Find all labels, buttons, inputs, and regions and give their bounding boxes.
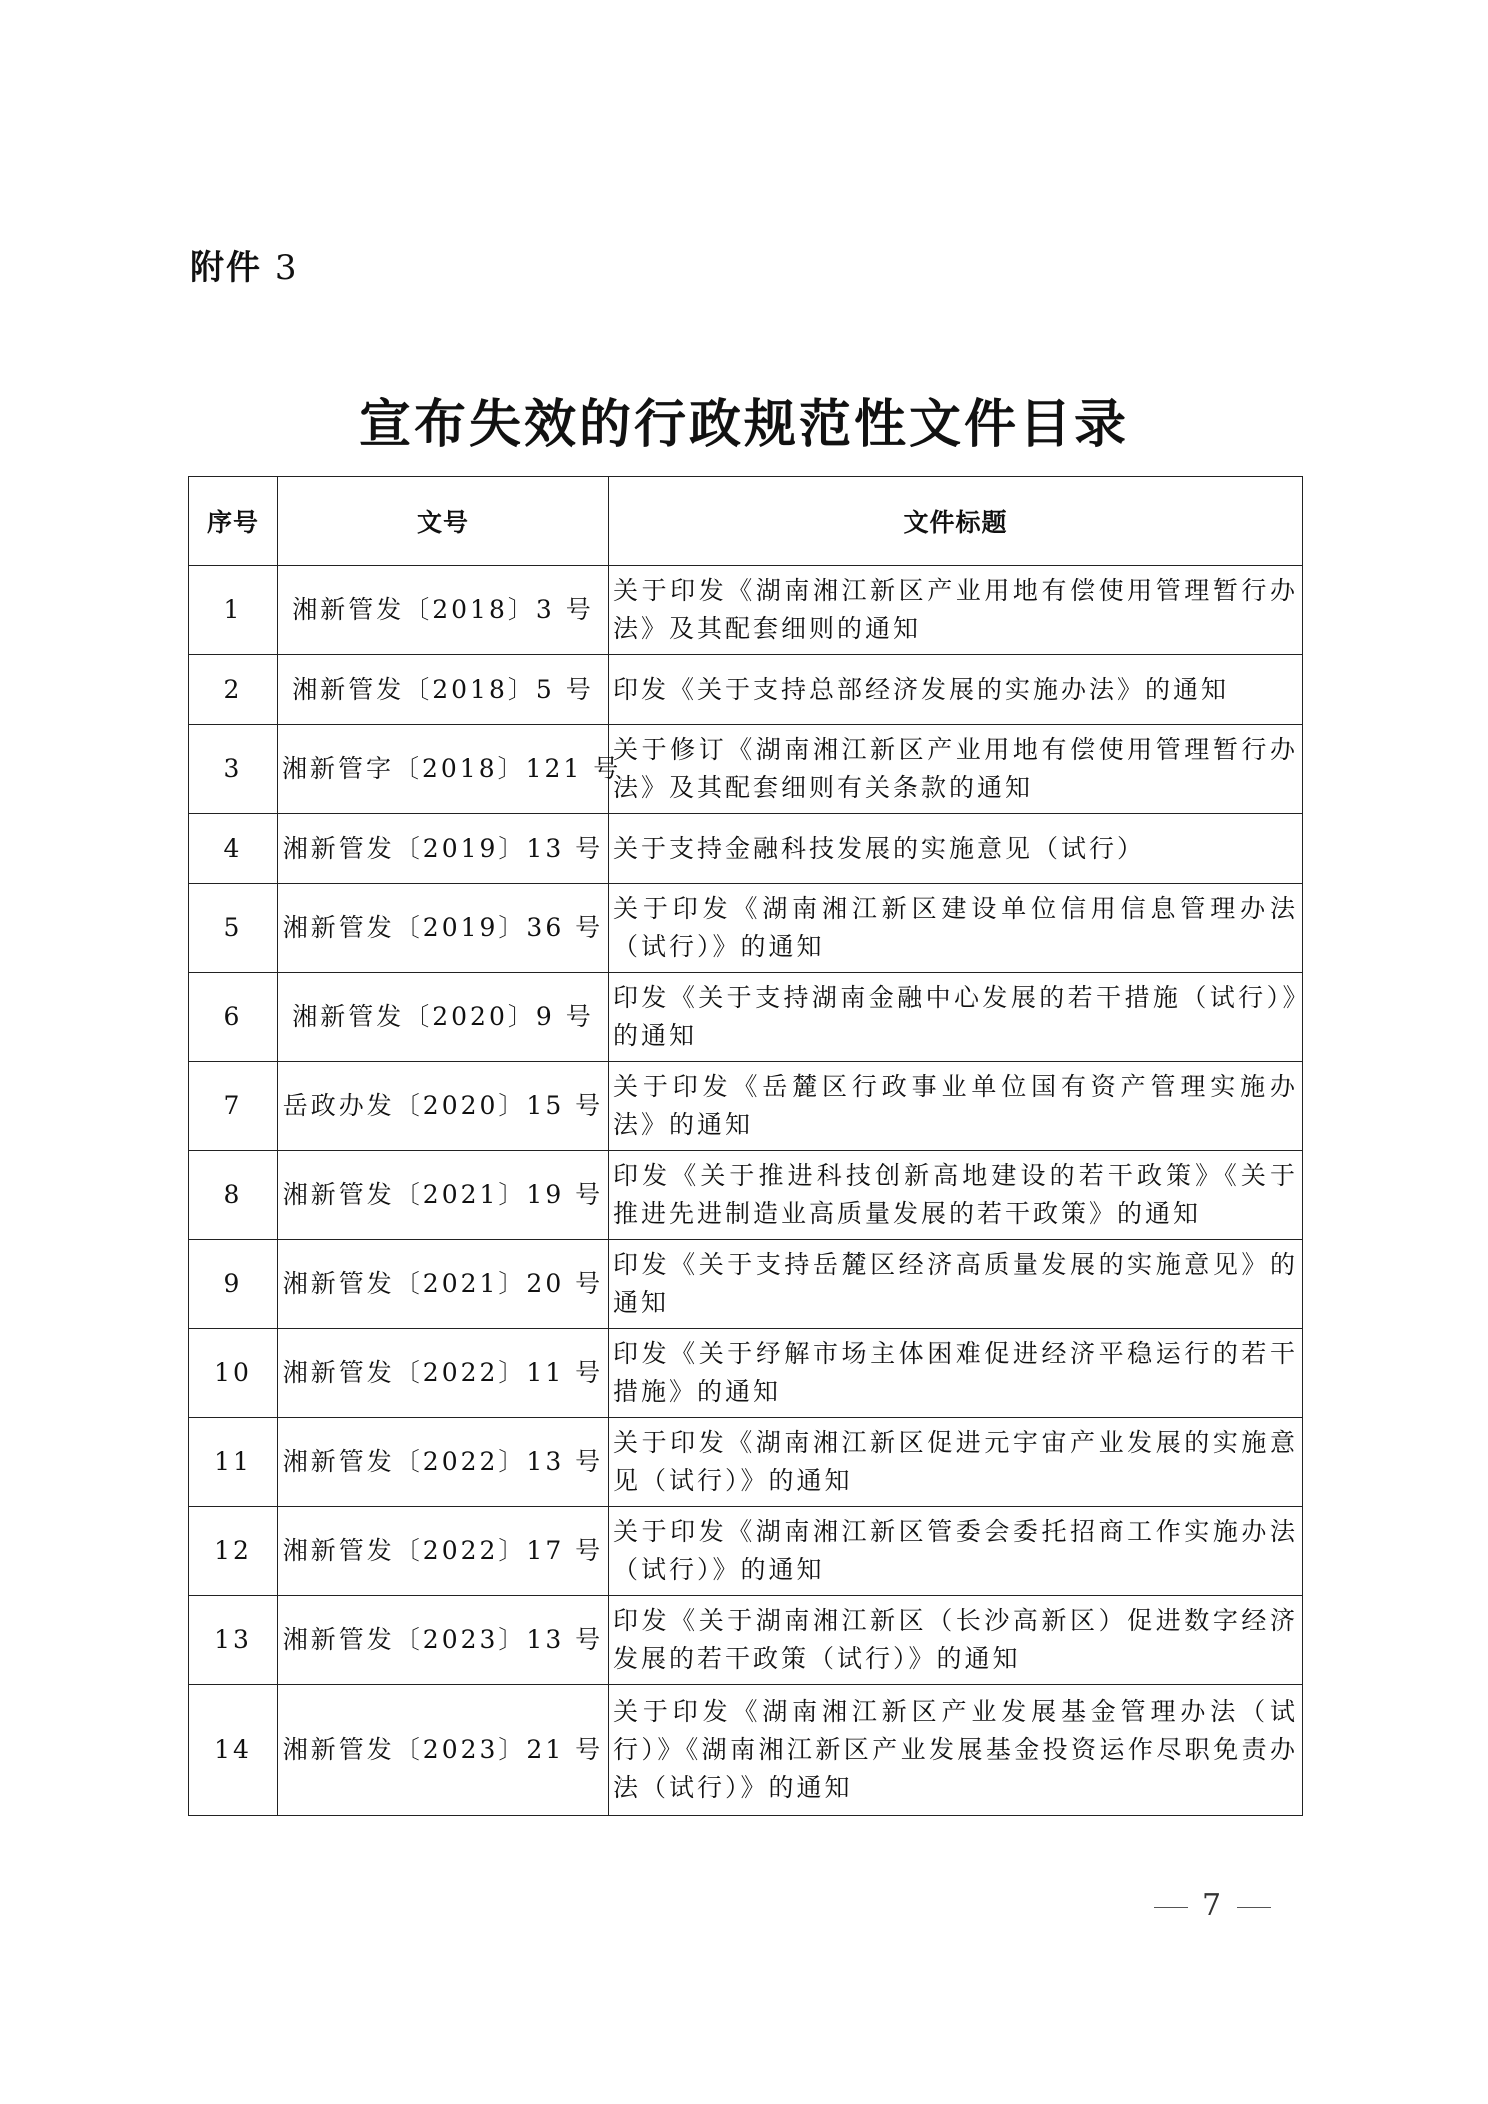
footer-dash-right bbox=[1237, 1907, 1271, 1908]
row-document-number: 湘新管发〔2019〕13 号 bbox=[278, 814, 609, 884]
row-document-number: 湘新管发〔2022〕11 号 bbox=[278, 1329, 609, 1418]
table-row bbox=[189, 1062, 1303, 1151]
table-row bbox=[189, 973, 1303, 1062]
table-row bbox=[189, 725, 1303, 814]
row-document-title: 印发《关于纾解市场主体困难促进经济平稳运行的若干措施》的通知 bbox=[609, 1329, 1303, 1418]
row-serial-number: 14 bbox=[189, 1685, 278, 1816]
table-header-row bbox=[189, 477, 1303, 566]
table-row bbox=[189, 884, 1303, 973]
attachment-number: 3 bbox=[274, 248, 299, 288]
row-serial-number: 3 bbox=[189, 725, 278, 814]
row-document-title: 关于印发《湖南湘江新区管委会委托招商工作实施办法（试行）》的通知 bbox=[609, 1507, 1303, 1596]
row-document-title: 印发《关于支持岳麓区经济高质量发展的实施意见》的通知 bbox=[609, 1240, 1303, 1329]
header-document-title: 文件标题 bbox=[609, 477, 1303, 566]
table-row bbox=[189, 566, 1303, 655]
row-document-number: 岳政办发〔2020〕15 号 bbox=[278, 1062, 609, 1151]
row-document-title: 印发《关于推进科技创新高地建设的若干政策》《关于推进先进制造业高质量发展的若干政策》的通知 bbox=[609, 1151, 1303, 1240]
row-document-title: 关于印发《岳麓区行政事业单位国有资产管理实施办法》的通知 bbox=[609, 1062, 1303, 1151]
row-document-title: 印发《关于支持湖南金融中心发展的若干措施（试行）》的通知 bbox=[609, 973, 1303, 1062]
row-document-number: 湘新管发〔2018〕3 号 bbox=[278, 566, 609, 655]
table-row bbox=[189, 1240, 1303, 1329]
table-row bbox=[189, 814, 1303, 884]
row-document-number: 湘新管发〔2023〕13 号 bbox=[278, 1596, 609, 1685]
row-document-title: 印发《关于湖南湘江新区（长沙高新区）促进数字经济发展的若干政策（试行）》的通知 bbox=[609, 1596, 1303, 1685]
footer-dash-left bbox=[1154, 1907, 1188, 1908]
page-number: 7 bbox=[1202, 1888, 1224, 1923]
attachment-label bbox=[190, 240, 298, 289]
row-document-title: 关于印发《湖南湘江新区促进元宇宙产业发展的实施意见（试行）》的通知 bbox=[609, 1418, 1303, 1507]
row-serial-number: 11 bbox=[189, 1418, 278, 1507]
row-serial-number: 7 bbox=[189, 1062, 278, 1151]
row-document-number: 湘新管发〔2022〕13 号 bbox=[278, 1418, 609, 1507]
header-document-number: 文号 bbox=[278, 477, 609, 566]
row-document-number: 湘新管发〔2023〕21 号 bbox=[278, 1685, 609, 1816]
table-row bbox=[189, 1507, 1303, 1596]
row-document-title: 印发《关于支持总部经济发展的实施办法》的通知 bbox=[609, 655, 1303, 725]
row-document-number: 湘新管发〔2021〕19 号 bbox=[278, 1151, 609, 1240]
row-serial-number: 5 bbox=[189, 884, 278, 973]
table-row bbox=[189, 1329, 1303, 1418]
attachment-text: 附件 bbox=[190, 248, 262, 288]
row-document-number: 湘新管发〔2021〕20 号 bbox=[278, 1240, 609, 1329]
table-row bbox=[189, 655, 1303, 725]
page-footer bbox=[1140, 1888, 1285, 1923]
row-serial-number: 4 bbox=[189, 814, 278, 884]
table-row bbox=[189, 1685, 1303, 1816]
row-document-number: 湘新管发〔2022〕17 号 bbox=[278, 1507, 609, 1596]
row-document-title: 关于支持金融科技发展的实施意见（试行） bbox=[609, 814, 1303, 884]
row-document-number: 湘新管发〔2020〕9 号 bbox=[278, 973, 609, 1062]
row-serial-number: 13 bbox=[189, 1596, 278, 1685]
row-document-number: 湘新管字〔2018〕121 号 bbox=[278, 725, 609, 814]
row-serial-number: 12 bbox=[189, 1507, 278, 1596]
catalog-table bbox=[188, 476, 1303, 1816]
row-serial-number: 2 bbox=[189, 655, 278, 725]
row-document-title: 关于印发《湖南湘江新区建设单位信用信息管理办法（试行）》的通知 bbox=[609, 884, 1303, 973]
row-serial-number: 8 bbox=[189, 1151, 278, 1240]
table-row bbox=[189, 1418, 1303, 1507]
row-serial-number: 6 bbox=[189, 973, 278, 1062]
table-row bbox=[189, 1596, 1303, 1685]
row-serial-number: 1 bbox=[189, 566, 278, 655]
row-serial-number: 10 bbox=[189, 1329, 278, 1418]
row-document-number: 湘新管发〔2019〕36 号 bbox=[278, 884, 609, 973]
row-document-title: 关于印发《湖南湘江新区产业发展基金管理办法（试行）》《湖南湘江新区产业发展基金投资运作尽职免责办法（试行）》的通知 bbox=[609, 1685, 1303, 1816]
row-document-title: 关于印发《湖南湘江新区产业用地有偿使用管理暂行办法》及其配套细则的通知 bbox=[609, 566, 1303, 655]
row-document-title: 关于修订《湖南湘江新区产业用地有偿使用管理暂行办法》及其配套细则有关条款的通知 bbox=[609, 725, 1303, 814]
header-serial-number: 序号 bbox=[189, 477, 278, 566]
row-serial-number: 9 bbox=[189, 1240, 278, 1329]
table-row bbox=[189, 1151, 1303, 1240]
row-document-number: 湘新管发〔2018〕5 号 bbox=[278, 655, 609, 725]
document-title: 宣布失效的行政规范性文件目录 bbox=[358, 394, 1129, 455]
